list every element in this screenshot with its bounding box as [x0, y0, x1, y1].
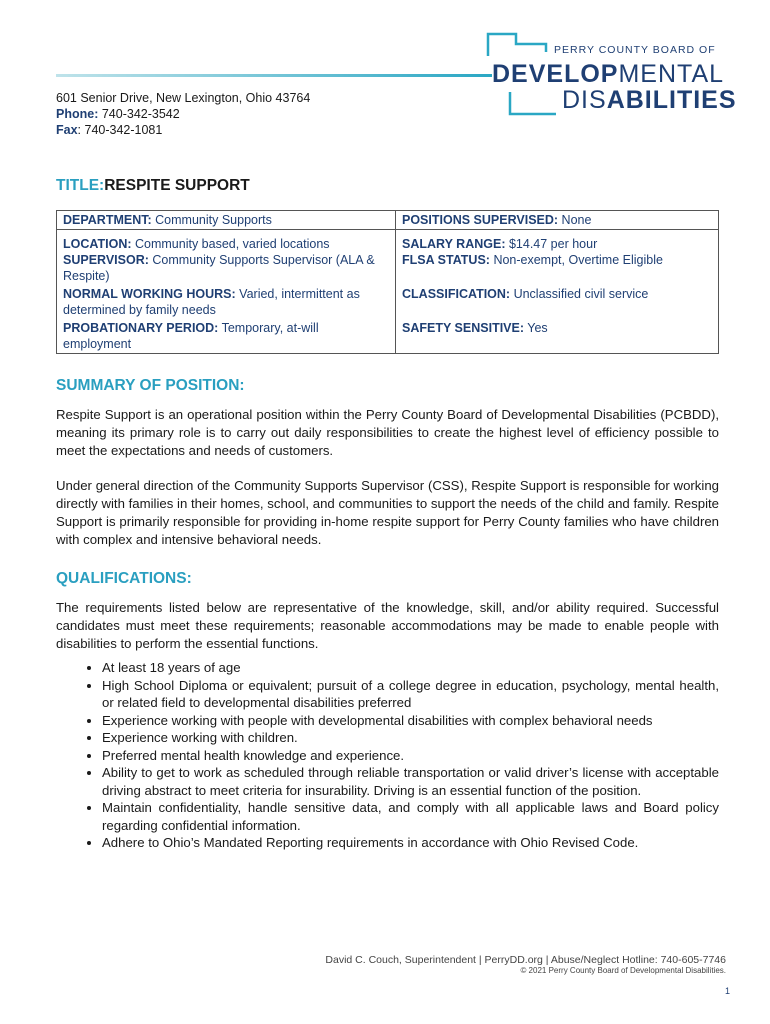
header-rule [56, 74, 492, 77]
footer-copyright: © 2021 Perry County Board of Developmental Disabilities. [520, 966, 726, 975]
list-item: • Experience working with children. [102, 729, 719, 747]
list-item: • At least 18 years of age [102, 659, 719, 677]
salary-flsa-cell: SALARY RANGE: $14.47 per hour FLSA STATUS: Non-exempt, Overtime Eligible [396, 230, 719, 286]
job-title: TITLE:RESPITE SUPPORT [56, 177, 250, 194]
positions-cell: POSITIONS SUPERVISED: None [396, 211, 719, 230]
address-block [56, 90, 310, 138]
list-item: • Maintain confidentiality, handle sensitive data, and comply with all applicable laws and Board policy regarding confidential information. [102, 799, 719, 834]
department-cell: DEPARTMENT: Community Supports [57, 211, 396, 230]
logo-line-3: DISABILITIES [562, 86, 737, 114]
summary-paragraph-2: Under general direction of the Community Supports Supervisor (CSS), Respite Support is responsible for working directly with families in their homes, school, and communities to support the needs of the child and family. Respite Support is primarily responsible for providing in-home respite support for Perry County families who have children with complex and intensive behavioral needs. [56, 478, 719, 547]
logo-line-1: PERRY COUNTY BOARD OF [554, 44, 716, 56]
address-line: 601 Senior Drive, New Lexington, Ohio 43764 [56, 91, 311, 105]
footer-line: David C. Couch, Superintendent | PerryDD.org | Abuse/Neglect Hotline: 740-605-7746 [325, 954, 726, 966]
classification-cell: CLASSIFICATION: Unclassified civil service [396, 285, 719, 319]
logo-line-2: DEVELOPMENTAL [492, 60, 725, 88]
list-item: • Adhere to Ohio’s Mandated Reporting requirements in accordance with Ohio Revised Code. [102, 834, 719, 852]
pcbdd-logo [486, 30, 737, 116]
qualifications-heading: QUALIFICATIONS: [56, 570, 192, 587]
list-item: • Preferred mental health knowledge and experience. [102, 747, 719, 765]
location-supervisor-cell: LOCATION: Community based, varied locations SUPERVISOR: Community Supports Supervisor (ALA & Respite) [57, 230, 396, 286]
phone-line: Phone: 740-342-3542 [56, 107, 180, 121]
qualifications-intro: The requirements listed below are representative of the knowledge, skill, and/or ability required. Successful candidates must meet these requirements; reasonable accommodations may be made to enable people with disabilities to perform the essential functions. [56, 600, 719, 651]
qualifications-list [56, 659, 719, 852]
hours-cell: NORMAL WORKING HOURS: Varied, intermittent as determined by family needs [57, 285, 396, 319]
probation-cell: PROBATIONARY PERIOD: Temporary, at-will employment [57, 319, 396, 354]
fax-line: Fax: 740-342-1081 [56, 123, 163, 137]
list-item: • Ability to get to work as scheduled through reliable transportation or valid driver’s license with acceptable driving abstract to meet criteria for insurability. Driving is an essential function of the position. [102, 764, 719, 799]
page-number: 1 [724, 986, 730, 996]
safety-cell: SAFETY SENSITIVE: Yes [396, 319, 719, 354]
list-item: • Experience working with people with developmental disabilities with complex behavioral needs [102, 712, 719, 730]
summary-heading: SUMMARY OF POSITION: [56, 377, 245, 394]
list-item: • High School Diploma or equivalent; pursuit of a college degree in education, psychology, mental health, or related field to developmental disabilities preferred [102, 677, 719, 712]
job-info-table [56, 210, 719, 354]
summary-paragraph-1: Respite Support is an operational position within the Perry County Board of Developmental Disabilities (PCBDD), meaning its primary role is to carry out daily responsibilities to create the highest level of efficiency possible to meet the expectations and needs of customers. [56, 407, 719, 458]
